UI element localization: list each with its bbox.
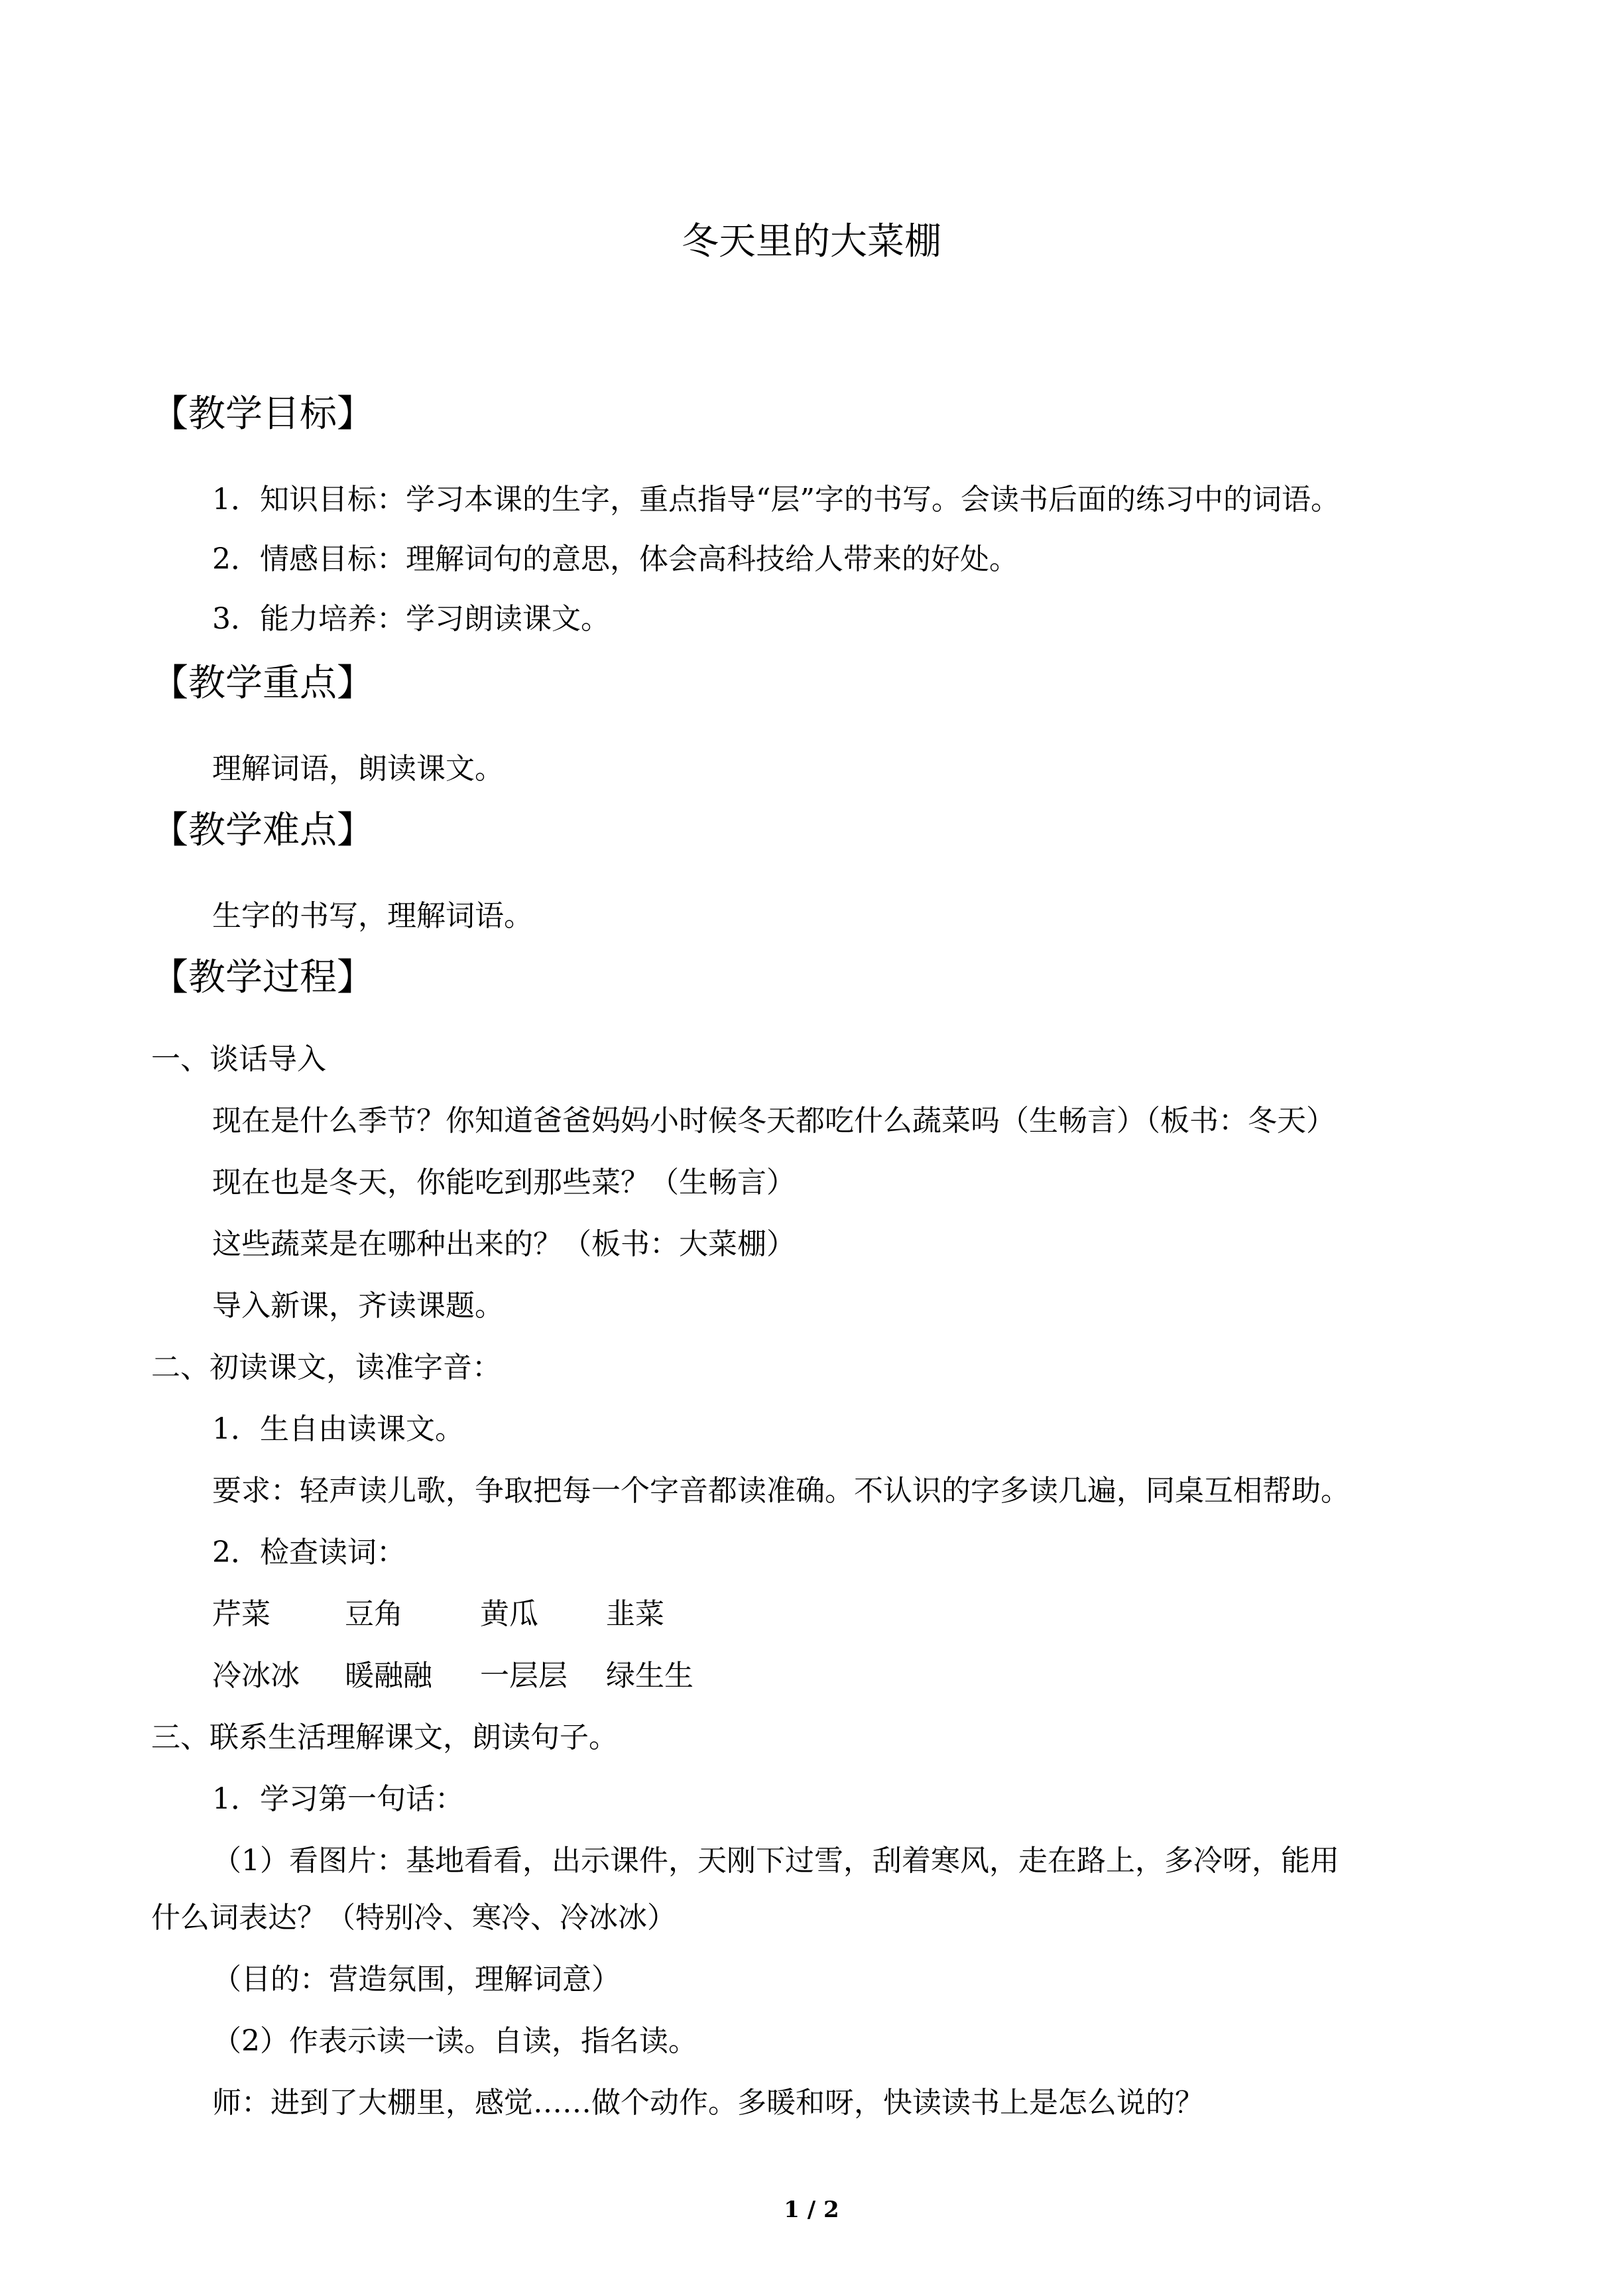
word-item: 豆角 <box>345 1597 403 1631</box>
page-number: 1 / 2 <box>784 2197 839 2223</box>
part1-line-4: 导入新课，齐读课题。 <box>212 1289 504 1323</box>
part2-title: 二、初读课文，读准字音： <box>151 1351 501 1384</box>
section-heading-process: 【教学过程】 <box>151 956 374 999</box>
word-item: 芹菜 <box>212 1597 270 1631</box>
word-list-row-2 <box>212 1658 693 1695</box>
word-item: 黄瓜 <box>480 1597 538 1631</box>
goal-item-2: 2．情感目标：理解词句的意思，体会高科技给人带来的好处。 <box>212 542 1018 576</box>
part3-p1-line1: （1）看图片：基地看看，出示课件，天刚下过雪，刮着寒风，走在路上，多冷呀，能用 <box>212 1844 1339 1878</box>
part1-line-3: 这些蔬菜是在哪种出来的？（板书：大菜棚） <box>212 1227 796 1261</box>
document-title: 冬天里的大菜棚 <box>682 220 941 263</box>
word-item: 绿生生 <box>606 1659 693 1693</box>
part3-teacher-line: 师：进到了大棚里，感觉……做个动作。多暖和呀，快读读书上是怎么说的？ <box>212 2086 1204 2120</box>
part1-line-1: 现在是什么季节？你知道爸爸妈妈小时候冬天都吃什么蔬菜吗（生畅言）（板书：冬天） <box>212 1104 1335 1138</box>
section-heading-key: 【教学重点】 <box>151 662 374 705</box>
part3-p2: （2）作表示读一读。自读，指名读。 <box>212 2024 697 2058</box>
difficulty-text: 生字的书写，理解词语。 <box>212 899 533 933</box>
part2-requirement: 要求：轻声读儿歌，争取把每一个字音都读准确。不认识的字多读几遍，同桌互相帮助。 <box>212 1474 1350 1508</box>
part1-title: 一、谈话导入 <box>151 1042 326 1076</box>
part1-line-2: 现在也是冬天，你能吃到那些菜？（生畅言） <box>212 1166 796 1199</box>
goal-item-1: 1．知识目标：学习本课的生字，重点指导“层”字的书写。会读书后面的练习中的词语。 <box>212 483 1340 516</box>
part3-p1-purpose: （目的：营造氛围，理解词意） <box>212 1963 621 1996</box>
part3-p1-line2: 什么词表达？（特别冷、寒冷、冷冰冰） <box>151 1901 676 1935</box>
word-item: 冷冰冰 <box>212 1659 300 1693</box>
section-heading-difficulty: 【教学难点】 <box>151 809 374 852</box>
part3-step1: 1．学习第一句话： <box>212 1782 464 1816</box>
word-item: 一层层 <box>480 1659 568 1693</box>
word-item: 暖融融 <box>345 1659 432 1693</box>
word-list-row-1 <box>212 1596 664 1633</box>
part2-step1: 1．生自由读课文。 <box>212 1412 464 1446</box>
part2-step2: 2．检查读词： <box>212 1536 406 1569</box>
section-heading-goals: 【教学目标】 <box>151 393 374 436</box>
part3-title: 三、联系生活理解课文，朗读句子。 <box>151 1721 618 1754</box>
key-text: 理解词语，朗读课文。 <box>212 752 504 786</box>
word-item: 韭菜 <box>606 1597 664 1631</box>
goal-item-3: 3．能力培养：学习朗读课文。 <box>212 602 610 636</box>
